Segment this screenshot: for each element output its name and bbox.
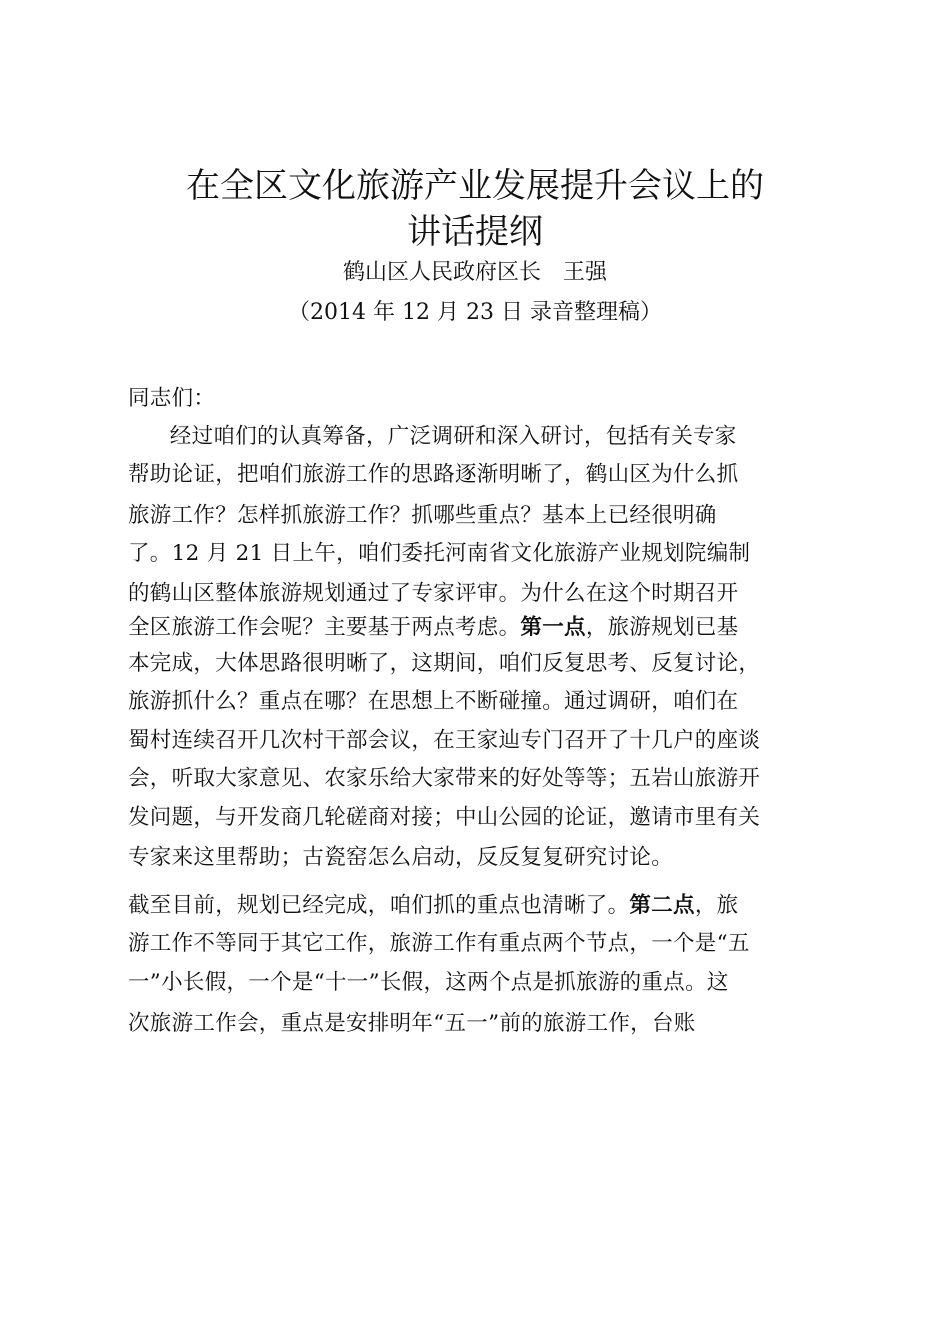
- body-line-14: 游工作不等同于其它工作，旅游工作有重点两个节点，一个是“五: [128, 931, 750, 956]
- body-line-13-text-a: 截至目前，规划已经完成，咱们抓的重点也清晰了。: [128, 893, 630, 918]
- body-line-13: [128, 891, 738, 921]
- body-line-13-text-c: ，旅: [694, 893, 739, 918]
- document-title-line-2: 讲话提纲: [407, 212, 543, 252]
- body-line-16: 次旅游工作会，重点是安排明年“五一”前的旅游工作，台账: [128, 1011, 696, 1036]
- document-title-line-1: 在全区文化旅游产业发展提升会议上的: [186, 166, 764, 206]
- body-line-9: 蜀村连续召开几次村干部会议，在王家辿专门召开了十几户的座谈: [128, 728, 761, 753]
- body-line-1: 经过咱们的认真筹备，广泛调研和深入研讨，包括有关专家: [148, 424, 737, 449]
- body-line-2: 帮助论证，把咱们旅游工作的思路逐渐明晰了，鹤山区为什么抓: [128, 462, 739, 487]
- body-line-3: 旅游工作？怎样抓旅游工作？抓哪些重点？基本上已经很明确: [128, 503, 717, 528]
- body-line-6: [128, 613, 738, 643]
- salutation: 同志们：: [128, 386, 216, 411]
- body-line-7: 本完成，大体思路很明晰了，这期间，咱们反复思考、反复讨论，: [128, 651, 761, 676]
- body-line-5: 的鹤山区整体旅游规划通过了专家评审。为什么在这个时期召开: [128, 581, 739, 606]
- body-line-11: 发问题，与开发商几轮磋商对接；中山公园的论证，邀请市里有关: [128, 805, 761, 830]
- body-line-4: 了。12 月 21 日上午，咱们委托河南省文化旅游产业规划院编制: [128, 541, 751, 566]
- body-line-15: 一”小长假，一个是“十一”长假，这两个点是抓旅游的重点。这: [128, 970, 729, 995]
- author-line: 鹤山区人民政府区长 王强: [342, 260, 607, 285]
- body-line-10: 会，听取大家意见、农家乐给大家带来的好处等等；五岩山旅游开: [128, 766, 761, 791]
- first-point-label: 第一点: [520, 615, 586, 640]
- body-line-12: 专家来这里帮助；古瓷窑怎么启动，反反复复研究讨论。: [128, 845, 674, 870]
- body-line-8: 旅游抓什么？重点在哪？在思想上不断碰撞。通过调研，咱们在: [128, 689, 739, 714]
- body-line-6-text-a: 全区旅游工作会呢？主要基于两点考虑。: [128, 615, 521, 640]
- second-point-label: 第二点: [629, 893, 695, 918]
- body-line-6-text-c: ，旅游规划已基: [585, 615, 739, 640]
- date-note: （2014 年 12 月 23 日 录音整理稿）: [288, 300, 662, 325]
